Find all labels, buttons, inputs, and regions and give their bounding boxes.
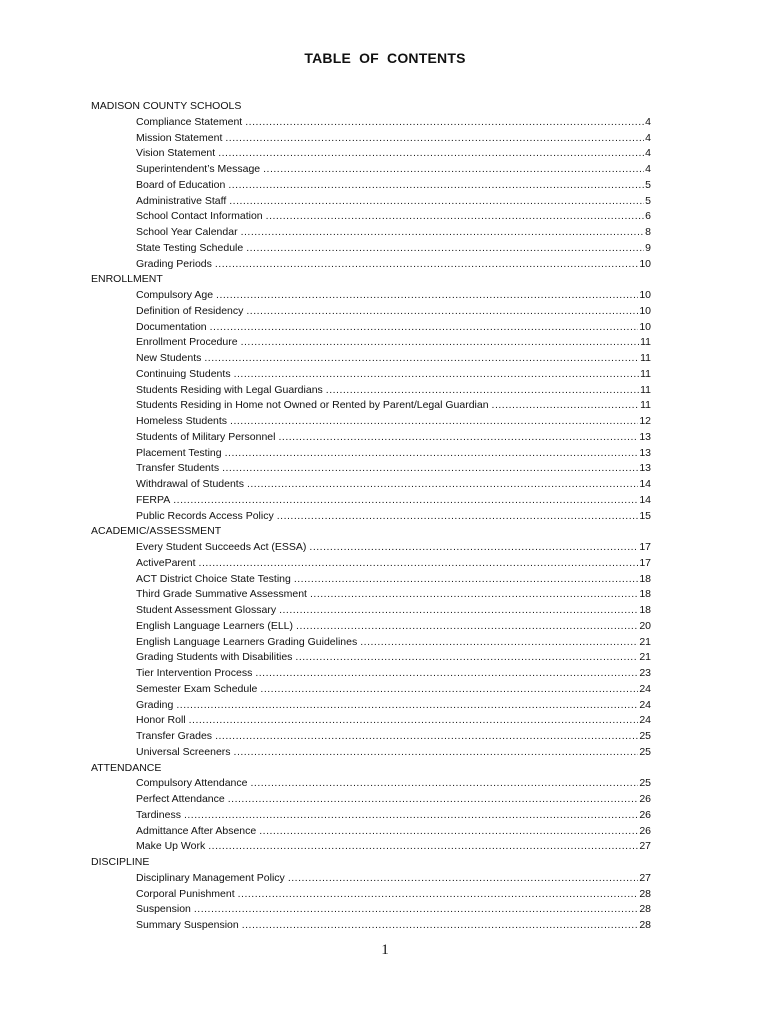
dot-leader <box>263 162 644 178</box>
dot-leader <box>210 320 639 336</box>
toc-entry-page: 25 <box>639 745 651 758</box>
toc-entry[interactable] <box>91 776 651 792</box>
toc-entry-label: Students of Military Personnel <box>136 430 276 443</box>
toc-entry-page: 17 <box>639 556 651 569</box>
toc-entry-label: Placement Testing <box>136 446 222 459</box>
toc-entry-page: 27 <box>639 840 651 853</box>
dot-leader <box>222 461 638 477</box>
toc-entry-label: Enrollment Procedure <box>136 336 238 349</box>
dot-leader <box>296 619 638 635</box>
toc-entry[interactable] <box>91 383 651 399</box>
toc-entry-label: Honor Roll <box>136 714 186 727</box>
dot-leader <box>277 509 639 525</box>
toc-entry-page: 4 <box>645 147 651 160</box>
toc-entry[interactable] <box>91 792 651 808</box>
toc-entry[interactable] <box>91 745 651 761</box>
toc-entry-label: Documentation <box>136 320 207 333</box>
toc-entry-page: 27 <box>639 871 651 884</box>
toc-entry-page: 20 <box>639 619 651 632</box>
toc-entry[interactable] <box>91 619 651 635</box>
toc-entry[interactable] <box>91 257 651 273</box>
toc-entry-label: Continuing Students <box>136 367 231 380</box>
dot-leader <box>278 430 638 446</box>
toc-entry-label: Administrative Staff <box>136 194 227 207</box>
toc-entry[interactable] <box>91 587 651 603</box>
toc-entry-label: Student Assessment Glossary <box>136 604 277 616</box>
toc-entry[interactable] <box>91 635 651 651</box>
toc-entry[interactable] <box>91 430 651 446</box>
toc-entry-page: 13 <box>639 462 651 475</box>
toc-entry[interactable] <box>91 288 651 304</box>
toc-entry-page: 10 <box>639 304 651 317</box>
dot-leader <box>218 146 644 162</box>
toc-entry-label: Every Student Succeeds Act (ESSA) <box>136 541 307 553</box>
toc-entry-page: 11 <box>640 336 651 349</box>
toc-entry-label: Grading Periods <box>136 257 212 270</box>
toc-entry-label: Superintendent’s Message <box>136 163 261 175</box>
dot-leader <box>242 918 639 934</box>
toc-entry-page: 18 <box>639 572 651 585</box>
toc-entry-label: Students Residing in Home not Owned or Rented by Parent/Legal Guardian <box>136 399 489 412</box>
dot-leader <box>184 808 638 824</box>
toc-entry-page: 24 <box>639 698 651 711</box>
toc-entry[interactable] <box>91 320 651 336</box>
toc-entry-label: ACT District Choice State Testing <box>136 572 291 585</box>
toc-entry[interactable] <box>91 556 651 572</box>
toc-entry[interactable] <box>91 225 651 241</box>
dot-leader <box>360 635 638 651</box>
toc-entry-label: Compulsory Age <box>136 289 214 301</box>
toc-entry-page: 28 <box>639 903 651 916</box>
toc-entry-page: 26 <box>639 793 651 805</box>
page-number: 1 <box>381 942 389 958</box>
toc-entry-label: Make Up Work <box>136 840 206 853</box>
toc-entry-label: School Year Calendar <box>136 226 238 238</box>
dot-leader <box>246 304 638 320</box>
toc-entry-page: 12 <box>639 415 651 427</box>
toc-entry-label: FERPA <box>136 493 171 506</box>
toc-entry[interactable] <box>91 572 651 588</box>
dot-leader <box>310 587 638 603</box>
toc-entry[interactable] <box>91 603 651 619</box>
toc-entry[interactable] <box>91 477 651 493</box>
dot-leader <box>228 792 639 808</box>
toc-entry-label: State Testing Schedule <box>136 241 244 254</box>
toc-entry-label: Third Grade Summative Assessment <box>136 588 307 601</box>
toc-entry-label: Semester Exam Schedule <box>136 682 258 695</box>
toc-entry-page: 21 <box>639 635 651 648</box>
toc-entry-label: Withdrawal of Students <box>136 478 244 490</box>
toc-entry-page: 15 <box>639 509 651 522</box>
toc-entry-label: Universal Screeners <box>136 745 231 758</box>
toc-entry-page: 10 <box>639 257 651 270</box>
toc-entry-page: 13 <box>639 430 651 443</box>
toc-entry[interactable] <box>91 493 651 509</box>
toc-entry[interactable] <box>91 367 651 383</box>
toc-entry-label: Suspension <box>136 903 191 916</box>
toc-entry-page: 25 <box>639 777 651 790</box>
toc-entry[interactable] <box>91 808 651 824</box>
dot-leader <box>204 351 639 367</box>
dot-leader <box>288 871 639 887</box>
toc-entry[interactable] <box>91 335 651 351</box>
dot-leader <box>245 115 644 131</box>
dot-leader <box>234 367 640 383</box>
section-heading: ENROLLMENT <box>91 273 163 286</box>
toc-entry[interactable] <box>91 162 651 178</box>
toc-entry-label: Transfer Grades <box>136 730 213 742</box>
toc-entry-label: Grading Students with Disabilities <box>136 651 293 664</box>
toc-entry[interactable] <box>91 650 651 666</box>
dot-leader <box>279 603 638 619</box>
toc-entry-label: Board of Education <box>136 178 226 191</box>
toc-entry-label: Transfer Students <box>136 462 220 475</box>
dot-leader <box>189 713 639 729</box>
toc-entry-page: 24 <box>639 714 651 727</box>
dot-leader <box>260 682 638 698</box>
toc-entry[interactable] <box>91 241 651 257</box>
toc-entry[interactable] <box>91 209 651 225</box>
section-heading: ACADEMIC/ASSESSMENT <box>91 525 222 538</box>
toc-entry[interactable] <box>91 918 651 934</box>
toc-entry[interactable] <box>91 446 651 462</box>
toc-entry-page: 9 <box>645 241 651 254</box>
toc-entry[interactable] <box>91 871 651 887</box>
dot-leader <box>238 887 639 903</box>
dot-leader <box>173 493 638 509</box>
toc-entry[interactable] <box>91 509 651 525</box>
toc-entry-page: 4 <box>645 163 651 175</box>
section-heading: ATTENDANCE <box>91 761 162 774</box>
toc-entry-label: Definition of Residency <box>136 304 244 317</box>
toc-entry-page: 10 <box>639 320 651 333</box>
toc-entry-label: School Contact Information <box>136 210 263 223</box>
page-title: TABLE OF CONTENTS <box>304 50 466 66</box>
toc-entry-page: 26 <box>639 808 651 821</box>
toc-entry[interactable] <box>91 146 651 162</box>
dot-leader <box>234 745 639 761</box>
dot-leader <box>492 398 640 414</box>
toc-entry-page: 5 <box>645 178 651 191</box>
toc-entry-page: 5 <box>645 194 651 207</box>
toc-entry-label: English Language Learners Grading Guidelines <box>136 635 358 648</box>
toc-entry[interactable] <box>91 902 651 918</box>
toc-entry-page: 25 <box>639 730 651 742</box>
toc-entry-label: Compliance Statement <box>136 115 243 128</box>
toc-entry[interactable] <box>91 194 651 210</box>
toc-entry-page: 10 <box>639 289 651 301</box>
toc-entry-page: 11 <box>640 352 651 364</box>
toc-entry-page: 14 <box>639 493 651 506</box>
toc-entry-label: Corporal Punishment <box>136 887 235 900</box>
toc-entry[interactable] <box>91 839 651 855</box>
toc-entry-page: 11 <box>640 383 651 396</box>
dot-leader <box>247 477 638 493</box>
dot-leader <box>215 257 638 273</box>
toc-entry-label: Students Residing with Legal Guardians <box>136 383 323 396</box>
dot-leader <box>255 666 638 682</box>
dot-leader <box>215 729 638 745</box>
toc-entry[interactable] <box>91 351 651 367</box>
table-of-contents <box>91 99 651 934</box>
dot-leader <box>294 572 638 588</box>
toc-entry-label: Tardiness <box>136 808 181 821</box>
toc-entry[interactable] <box>91 414 651 430</box>
toc-entry-label: Homeless Students <box>136 415 228 427</box>
toc-entry[interactable] <box>91 115 651 131</box>
dot-leader <box>194 902 638 918</box>
toc-entry-page: 21 <box>639 651 651 664</box>
toc-entry-label: Tier Intervention Process <box>136 667 253 679</box>
toc-entry-label: Compulsory Attendance <box>136 777 248 790</box>
dot-leader <box>199 556 639 572</box>
toc-entry-page: 28 <box>639 919 651 931</box>
toc-entry[interactable] <box>91 682 651 698</box>
toc-entry-label: Summary Suspension <box>136 919 239 931</box>
toc-entry[interactable] <box>91 729 651 745</box>
toc-entry-page: 14 <box>639 478 651 490</box>
dot-leader <box>225 446 639 462</box>
dot-leader <box>228 178 644 194</box>
toc-entry-label: Vision Statement <box>136 147 216 160</box>
dot-leader <box>225 131 644 147</box>
toc-entry-label: ActiveParent <box>136 556 196 569</box>
toc-entry-page: 18 <box>639 604 651 616</box>
dot-leader <box>208 839 638 855</box>
toc-entry-label: Grading <box>136 698 174 711</box>
section-heading: MADISON COUNTY SCHOOLS <box>91 100 242 112</box>
toc-entry[interactable] <box>91 824 651 840</box>
toc-entry[interactable] <box>91 698 651 714</box>
toc-entry[interactable] <box>91 178 651 194</box>
toc-entry[interactable] <box>91 713 651 729</box>
toc-entry[interactable] <box>91 304 651 320</box>
toc-entry[interactable] <box>91 461 651 477</box>
toc-entry[interactable] <box>91 666 651 682</box>
toc-entry-page: 11 <box>640 367 651 380</box>
toc-entry-page: 13 <box>639 446 651 459</box>
toc-entry[interactable] <box>91 887 651 903</box>
dot-leader <box>246 241 644 257</box>
dot-leader <box>216 288 638 304</box>
toc-entry-page: 6 <box>645 210 651 223</box>
dot-leader <box>250 776 638 792</box>
toc-entry-page: 18 <box>639 588 651 601</box>
section-heading: DISCIPLINE <box>91 856 150 868</box>
dot-leader <box>309 540 638 556</box>
toc-entry-page: 8 <box>645 226 651 238</box>
dot-leader <box>295 650 638 666</box>
toc-entry-page: 17 <box>639 541 651 553</box>
toc-entry-label: Perfect Attendance <box>136 793 225 805</box>
toc-entry-label: Public Records Access Policy <box>136 509 274 522</box>
toc-entry-page: 26 <box>639 824 651 837</box>
toc-entry-label: English Language Learners (ELL) <box>136 619 294 632</box>
toc-entry-page: 4 <box>645 115 651 128</box>
toc-entry-page: 11 <box>640 399 651 412</box>
toc-entry[interactable] <box>91 398 651 414</box>
dot-leader <box>176 698 638 714</box>
toc-entry-page: 23 <box>639 667 651 679</box>
dot-leader <box>241 225 645 241</box>
toc-entry[interactable] <box>91 540 651 556</box>
dot-leader <box>230 414 638 430</box>
toc-entry-label: Disciplinary Management Policy <box>136 871 285 884</box>
dot-leader <box>266 209 645 225</box>
toc-entry-label: Admittance After Absence <box>136 824 257 837</box>
toc-entry[interactable] <box>91 131 651 147</box>
toc-entry-page: 28 <box>639 887 651 900</box>
dot-leader <box>241 335 640 351</box>
dot-leader <box>229 194 644 210</box>
toc-entry-label: New Students <box>136 352 202 364</box>
toc-entry-page: 4 <box>645 131 651 144</box>
dot-leader <box>326 383 639 399</box>
toc-entry-page: 24 <box>639 682 651 695</box>
dot-leader <box>259 824 638 840</box>
toc-entry-label: Mission Statement <box>136 131 223 144</box>
